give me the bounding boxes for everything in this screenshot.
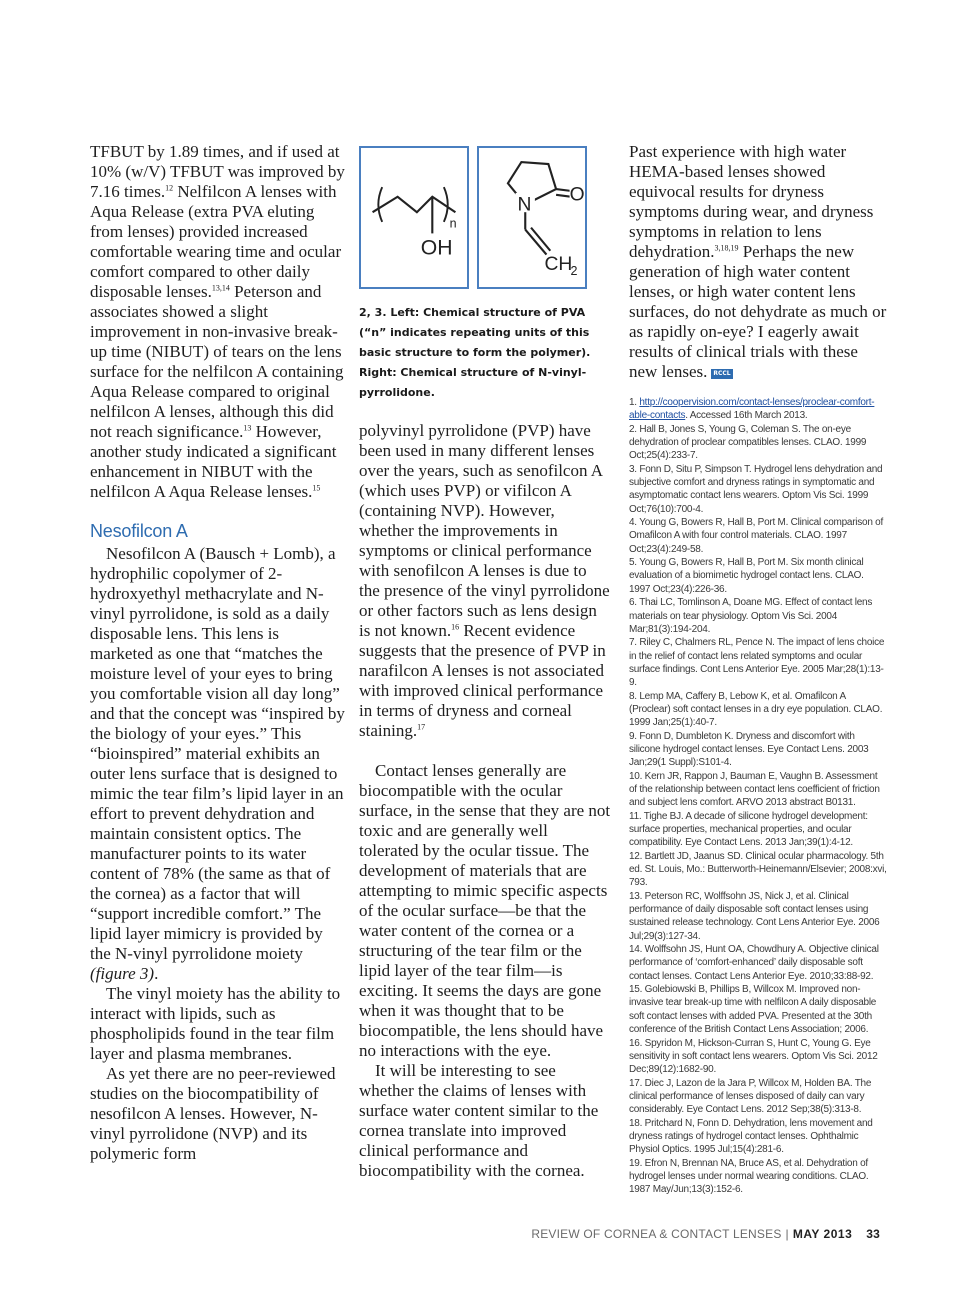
citation: 16 — [451, 622, 460, 632]
page-number: 33 — [866, 1227, 880, 1241]
reference-item: 4. Young G, Bowers R, Hall B, Port M. Clinical comparison of Omafilcon A with four control materials. CLAO. 1997 Oct;23(4):249-58. — [629, 517, 884, 555]
reference-item: 12. Bartlett JD, Jaanus SD. Clinical ocular pharmacology. 5th ed. St. Louis, Mo.: Butterworth-Heinemann/Elsevier; 2008:xvi, 793. — [629, 850, 887, 889]
methylene-subscript: 2 — [570, 263, 578, 278]
reference-item: 6. Thai LC, Tomlinson A, Doane MG. Effect of contact lens materials on tear physiology. Optom Vis Sci. 2004 Mar;81(3):194-204. — [629, 597, 873, 635]
citation: 13,14 — [211, 283, 230, 293]
journal-name: REVIEW OF CORNEA & CONTACT LENSES — [531, 1227, 782, 1241]
reference-item: 18. Pritchard N, Fonn D. Dehydration, lens movement and dryness ratings of hydrogel contact lenses. Ophthalmic Physiol Optics. 1995 Jul;15(4):281-6. — [629, 1117, 873, 1156]
references-list — [629, 396, 887, 1197]
reference-item: 5. Young G, Bowers R, Hall B, Port M. Six month clinical evaluation of a biomimetic hydrogel contact lens. CLAO. 1997 Oct;23(4):226-36. — [629, 557, 864, 595]
reference-item: 15. Golebiowski B, Phillips B, Willcox M. Improved non-invasive tear break-up time with nelfilcon A daily disposable soft contact lenses with added PVA. Presented at the 30th conference of the British Contact Lens Association; 2006. — [629, 984, 877, 1036]
paragraph: The vinyl moiety has the ability to interact with lipids, such as phospholipids found in the tear film layer and plasma membranes. — [90, 984, 341, 1063]
subscript-n: n — [449, 216, 457, 231]
reference-item: 8. Lemp MA, Caffery B, Lebow K, et al. Omafilcon A (Proclear) soft contact lenses in a dry eye population. CLAO. 1999 Jan;25(1):40-7. — [629, 690, 883, 729]
figure-group — [359, 146, 611, 289]
footer-separator: | — [785, 1227, 789, 1241]
citation: 3,18,19 — [714, 243, 739, 253]
paragraph: Past experience with high water HEMA-based lenses showed equivocal results for dryness symptoms during wear, and dryness symptoms in relation to lens dehydration.$^{3,18,19}$ Perhaps the new generation of high water content lenses, or high water content lens surfaces, do not dehydrate as much or as rapidly on-eye? I eagerly await results of clinical trials with these new lenses. RCCL — [629, 142, 887, 381]
paragraph: polyvinyl pyrrolidone (PVP) have been used in many different lenses over the years, such as senofilcon A (which uses PVP) or vifilcon A (containing NVP). However, whether the improvements in symptoms or clinical performance with senofilcon A lenses is due to the presence of the vinyl pyrrolidone or other factors such as lens design is not known.$^{16}$ Recent evidence suggests that the presence of PVP in narafilcon A lenses is not associated with improved clinical performance in terms of dryness and corneal staining.$^{17}$ — [359, 421, 610, 740]
oxygen-atom: O — [569, 184, 585, 206]
section-heading: Nesofilcon A — [90, 521, 188, 541]
nvp-structure-drawing — [479, 148, 585, 287]
paragraph: TFBUT by 1.89 times, and if used at 10% (w/V) TFBUT was improved by 7.16 times.$^{12}$ Nelfilcon A lenses with Aqua Release (extra PVA eluting from lenses) provided increased comfortable wearing time and ocular comfort compared to other daily disposable lenses.$^{13,14}$ Peterson and associates showed a slight improvement in non-invasive break-up time (NIBUT) of tears on the lens surface for the nelfilcon A containing Aqua Release compared to original nelfilcon A lenses, although this did not reach significance.$^{13}$ However, another study indicated a significant enhancement in NIBUT with the nelfilcon A Aqua Release lenses.$^{15}$ — [90, 142, 345, 501]
figure-reference[interactable]: (figure 3) — [90, 964, 155, 983]
citation: 15 — [312, 483, 321, 493]
reference-item: 1. http://coopervision.com/contact-lenses/proclear-comfort-able-contacts. Accessed 16th March 2013. — [629, 397, 875, 422]
figure-caption: 2, 3. Left: Chemical structure of PVA (“n” indicates repeating units of this basic structure to form the polymer). Right: Chemical structure of N-vinyl-pyrrolidone. — [359, 306, 591, 399]
reference-item: 10. Kern JR, Rappon J, Bauman E, Vaughn B. Assessment of the relationship between contact lens coefficient of friction and subject lens comfort. ARVO 2013 abstract B0131. — [629, 770, 880, 809]
citation: 17 — [417, 722, 426, 732]
paragraph: Contact lenses generally are biocompatible with the ocular surface, in the sense that they are not toxic and are generally well tolerated by the ocular tissue. The development of materials that are attempting to mimic specific aspects of the ocular surface—be that the water content of the cornea or a structuring of the tear film or the lipid layer of the tear film—is exciting. It seems the days are gone when it was thought that to be biocompatible, the lens should have no interactions with the eye. — [359, 761, 611, 1060]
methylene-group: CH — [544, 254, 573, 276]
reference-item: 14. Wolffsohn JS, Hunt OA, Chowdhury A. Objective clinical performance of ‘comfort-enhanced’ daily disposable soft contact lenses. Contact Lens Anterior Eye. 2010;33:88-92. — [629, 944, 879, 982]
citation: 13 — [243, 423, 252, 433]
page-footer — [531, 1227, 880, 1241]
reference-item: 13. Peterson RC, Wolffsohn JS, Nick J, et al. Clinical performance of daily disposable soft contact lenses using sustained release technology. Cont Lens Anterior Eye. 2006 Jul;29(3):127-34. — [629, 890, 880, 942]
column-3 — [629, 142, 887, 1197]
paragraph: Nesofilcon A (Bausch + Lomb), a hydrophilic copolymer of 2-hydroxyethyl methacrylate and N-vinyl pyrrolidone, is sold as a daily disposable lens. This lens is marketed as one that “matches the moisture level of your eyes to bring you comfortable vision all day long” and that the concept was “inspired by the biology of your eyes.” This “bioinspired” material exhibits an outer lens surface that is designed to mimic the tear film’s lipid layer in an effort to prevent dehydration and maintain consistent optics. The manufacturer points to its water content of 78% (the same as that of the cornea) as a factor that will “support incredible comfort.” The lipid layer mimicry is provided by the N-vinyl pyrrolidone moiety (figure 3). — [90, 544, 345, 983]
paragraph: As yet there are no peer-reviewed studies on the biocompatibility of nesofilcon A lenses. However, N-vinyl pyrrolidone (NVP) and its polymeric form — [90, 1064, 336, 1163]
reference-item: 19. Efron N, Brennan NA, Bruce AS, et al. Dehydration of hydrogel lenses under normal wearing conditions. CLAO. 1987 May/Jun;13(3):152-6. — [629, 1157, 869, 1196]
issue-date: MAY 2013 — [792, 1227, 853, 1241]
pva-structure-figure — [359, 146, 469, 289]
pva-structure-drawing — [361, 148, 467, 287]
reference-link[interactable]: http://coopervision.com/contact-lenses/proclear-comfort-able-contacts — [629, 397, 875, 422]
hydroxyl-group: OH — [420, 236, 453, 260]
nitrogen-atom: N — [517, 194, 532, 216]
end-mark-badge: RCCL — [713, 370, 731, 377]
reference-item: 9. Fonn D, Dumbleton K. Dryness and discomfort with silicone hydrogel contact lenses. Eye Contact Lens. 2003 Jan;29(1 Suppl):S101-4. — [629, 730, 869, 769]
column-1 — [90, 142, 345, 1164]
citation: 12 — [165, 183, 174, 193]
reference-item: 7. Riley C, Chalmers RL, Pence N. The impact of lens choice in the relief of contact lens related symptoms and ocular surface findings. Cont Lens Anterior Eye. 2005 Mar;28(1):13-9. — [629, 637, 885, 689]
nvp-structure-figure — [477, 146, 587, 289]
column-2 — [359, 142, 611, 1181]
reference-item: 11. Tighe BJ. A decade of silicone hydrogel development: surface properties, mechanical properties, and ocular compatibility. Eye Contact Lens. 2013 Jan;39(1):4-12. — [629, 810, 868, 849]
reference-item: 17. Diec J, Lazon de la Jara P, Willcox M, Holden BA. The clinical performance of lenses disposed of daily can vary considerably. Eye Contact Lens. 2012 Sep;38(5):313-8. — [629, 1077, 872, 1116]
paragraph: It will be interesting to see whether the claims of lenses with surface water content similar to the cornea translate into improved clinical performance and biocompatibility with the cornea. — [359, 1061, 599, 1180]
reference-item: 3. Fonn D, Situ P, Simpson T. Hydrogel lens dehydration and subjective comfort and dryness ratings in symptomatic and asymptomatic contact lens wearers. Optom Vis Sci. 1999 Oct;76(10):700-4. — [629, 463, 883, 515]
reference-item: 16. Spyridon M, Hickson-Curran S, Hunt C, Young G. Eye sensitivity in soft contact lens wearers. Optom Vis Sci. 2012 Dec;89(12):1682-90. — [629, 1037, 878, 1076]
reference-item: 2. Hall B, Jones S, Young G, Coleman S. The on-eye dehydration of proclear compatibles lenses. CLAO. 1999 Oct;25(4):233-7. — [629, 423, 867, 462]
